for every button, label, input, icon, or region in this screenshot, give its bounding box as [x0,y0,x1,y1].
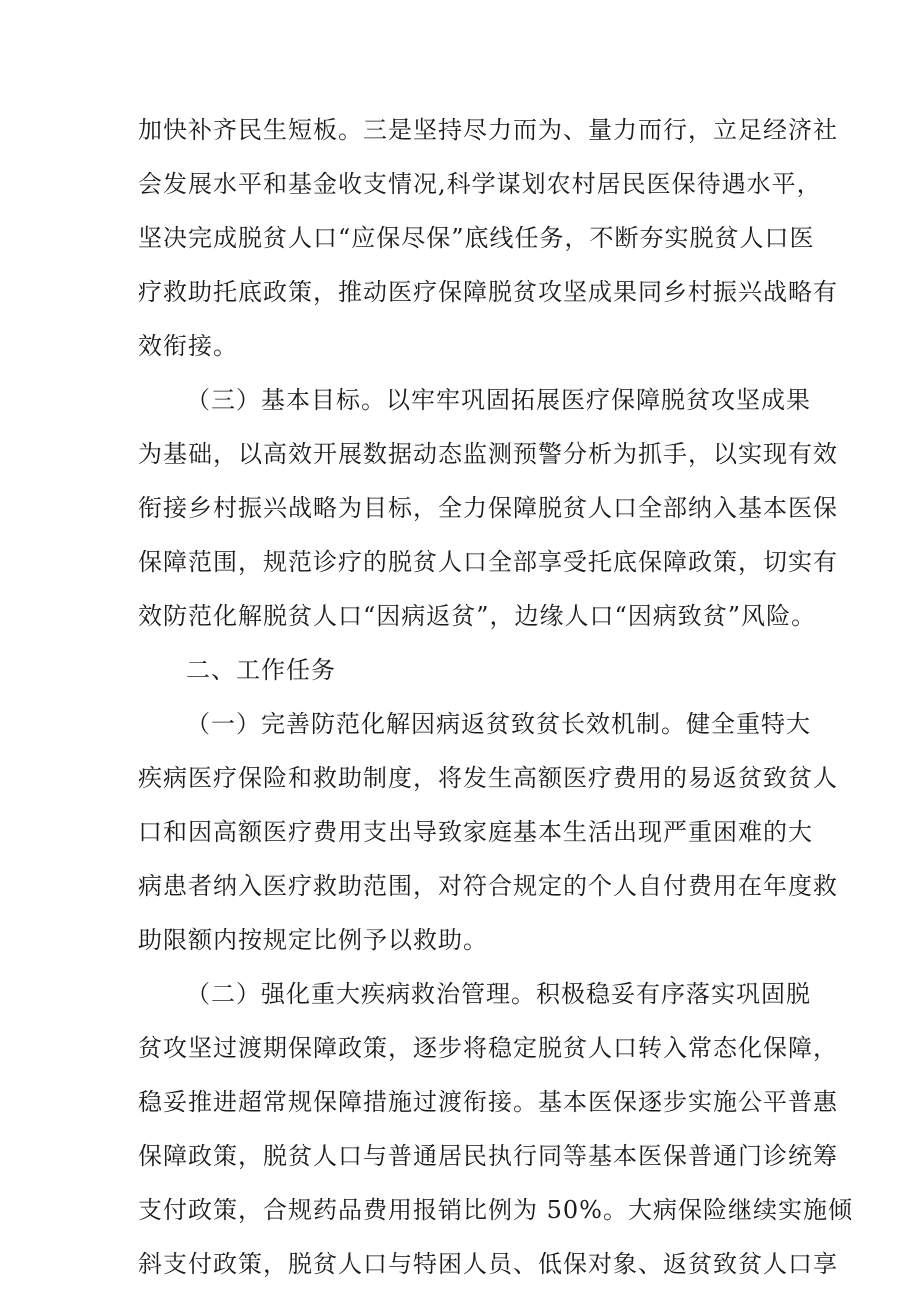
body-line: 加快补齐民生短板。三是坚持尽力而为、量力而行，立足经济社 [138,116,838,144]
body-line: 贫攻坚过渡期保障政策，逐步将稳定脱贫人口转入常态化保障， [138,1034,838,1062]
body-line: 会发展水平和基金收支情况,科学谋划农村居民医保待遇水平， [138,170,822,198]
body-line: 斜支付政策，脱贫人口与特困人员、低保对象、返贫致贫人口享 [138,1250,838,1278]
subsection-2-line: （二）强化重大疾病救治管理。积极稳妥有序落实巩固脱 [186,980,811,1008]
body-line: 口和因高额医疗费用支出导致家庭基本生活出现严重困难的大 [138,818,813,846]
body-line: 稳妥推进超常规保障措施过渡衔接。基本医保逐步实施公平普惠 [138,1088,838,1116]
body-line: 效衔接。 [138,332,238,360]
section-heading: 二、工作任务 [186,656,336,684]
body-line: 疗救助托底政策，推动医疗保障脱贫攻坚成果同乡村振兴战略有 [138,278,838,306]
body-line: 保障范围，规范诊疗的脱贫人口全部享受托底保障政策，切实有 [138,548,838,576]
section-basic-goal-line: （三）基本目标。以牢牢巩固拓展医疗保障脱贫攻坚成果 [186,386,811,414]
body-line: 疾病医疗保险和救助制度，将发生高额医疗费用的易返贫致贫人 [138,764,838,792]
body-line: 助限额内按规定比例予以救助。 [138,926,488,954]
body-line: 为基础，以高效开展数据动态监测预警分析为抓手，以实现有效 [138,440,838,468]
body-line: 保障政策，脱贫人口与普通居民执行同等基本医保普通门诊统筹 [138,1142,838,1170]
body-line: 效防范化解脱贫人口“因病返贫”，边缘人口“因病致贫”风险。 [138,602,817,630]
body-line: 坚决完成脱贫人口“应保尽保”底线任务，不断夯实脱贫人口医 [138,224,815,252]
body-line: 病患者纳入医疗救助范围，对符合规定的个人自付费用在年度救 [138,872,838,900]
body-line: 支付政策，合规药品费用报销比例为 50%。大病保险继续实施倾 [138,1196,853,1224]
body-line: 衔接乡村振兴战略为目标，全力保障脱贫人口全部纳入基本医保 [138,494,838,522]
subsection-1-line: （一）完善防范化解因病返贫致贫长效机制。健全重特大 [186,710,811,738]
